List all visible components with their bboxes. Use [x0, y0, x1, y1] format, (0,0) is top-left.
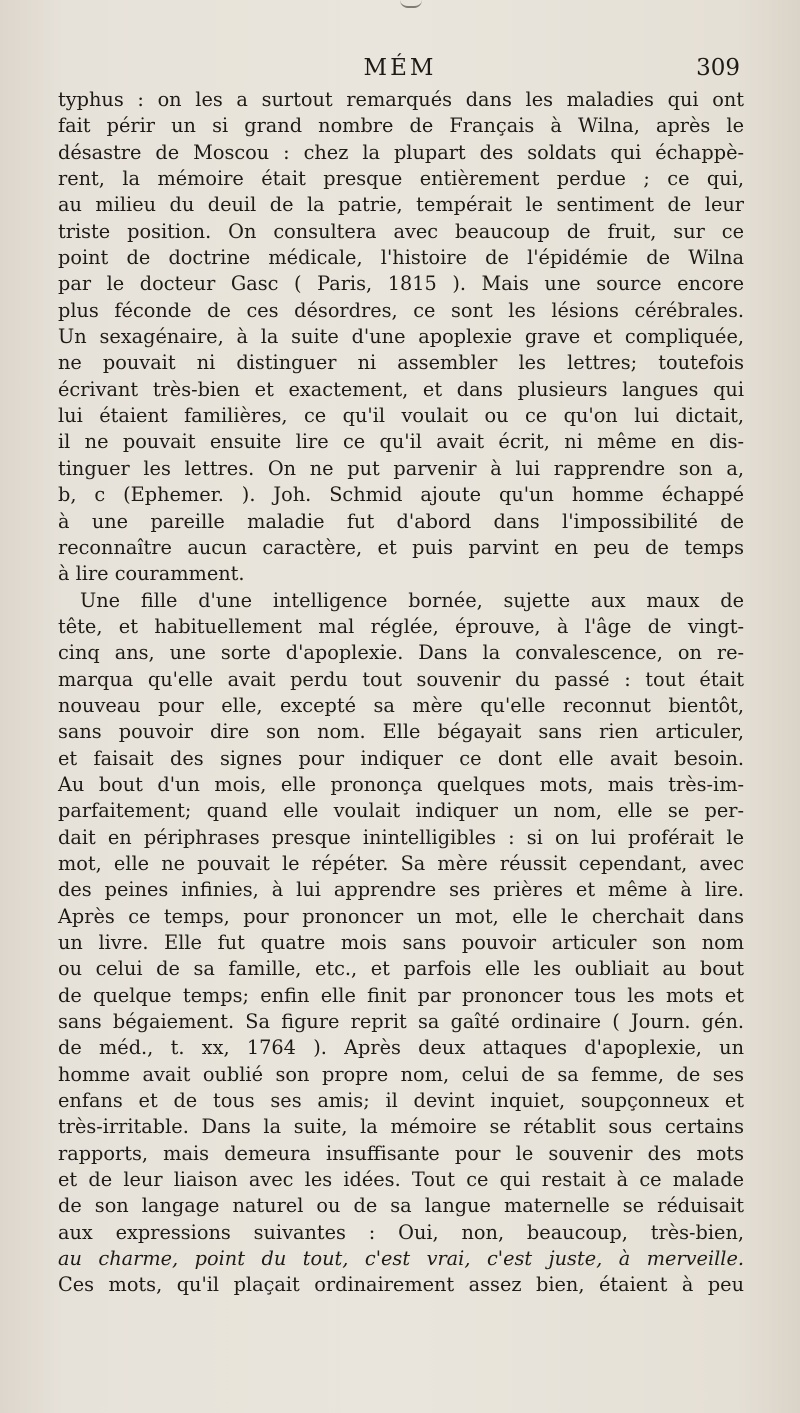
- text-line: ou celui de sa famille, etc., et parfois elle les oubliait au bout: [58, 957, 744, 981]
- body-text: [58, 87, 744, 1299]
- text-line: au charme, point du tout, c'est vrai, c'est juste, à merveille.: [58, 1247, 744, 1271]
- text-line: reconnaître aucun caractère, et puis parvint en peu de temps: [58, 535, 744, 559]
- text-line: homme avait oublié son propre nom, celui de sa femme, de ses: [58, 1062, 744, 1086]
- page-number: 309: [696, 55, 740, 81]
- text-line: aux expressions suivantes : Oui, non, beaucoup, très-bien,: [58, 1220, 744, 1244]
- text-line: typhus : on les a surtout remarqués dans les maladies qui ont: [58, 88, 744, 111]
- text-line: Après ce temps, pour prononcer un mot, elle le cherchait dans: [58, 904, 744, 928]
- text-line: à lire couramment.: [58, 562, 245, 586]
- text-line: triste position. On consultera avec beaucoup de fruit, sur ce: [58, 219, 744, 243]
- running-head: MÉM: [363, 55, 437, 81]
- text-line: un livre. Elle fut quatre mois sans pouvoir articuler son nom: [58, 931, 744, 954]
- text-line: lui étaient familières, ce qu'il voulait ou ce qu'on lui dictait,: [58, 404, 744, 428]
- text-line: et faisait des signes pour indiquer ce dont elle avait besoin.: [58, 746, 744, 770]
- text-line: sans pouvoir dire son nom. Elle bégayait sans rien articuler,: [58, 720, 744, 744]
- text-line: nouveau pour elle, excepté sa mère qu'elle reconnut bientôt,: [58, 693, 744, 717]
- text-line: de quelque temps; enfin elle finit par prononcer tous les mots et: [58, 983, 744, 1007]
- text-line: tinguer les lettres. On ne put parvenir à lui rapprendre son a,: [58, 456, 744, 480]
- text-line: mot, elle ne pouvait le répéter. Sa mère réussit cependant, avec: [58, 851, 744, 875]
- text-line: plus féconde de ces désordres, ce sont les lésions cérébrales.: [58, 298, 744, 322]
- text-line: écrivant très-bien et exactement, et dans plusieurs langues qui: [58, 377, 744, 401]
- text-line: par le docteur Gasc ( Paris, 1815 ). Mais une source encore: [58, 272, 744, 296]
- text-line: marqua qu'elle avait perdu tout souvenir du passé : tout était: [58, 667, 744, 691]
- text-line: cinq ans, une sorte d'apoplexie. Dans la convalescence, on re-: [58, 641, 744, 665]
- page-top-mark: [400, 0, 422, 8]
- text-line: désastre de Moscou : chez la plupart des soldats qui échappè-: [58, 140, 744, 164]
- text-line: des peines infinies, à lui apprendre ses prières et même à lire.: [58, 878, 744, 902]
- text-line: parfaitement; quand elle voulait indiquer un nom, elle se per-: [58, 799, 744, 823]
- text-line: de son langage naturel ou de sa langue maternelle se réduisait: [58, 1194, 744, 1218]
- text-line: dait en périphrases presque inintelligibles : si on lui proférait le: [58, 825, 744, 849]
- text-line: point de doctrine médicale, l'histoire de l'épidémie de Wilna: [58, 246, 744, 270]
- text-line: à une pareille maladie fut d'abord dans l'impossibilité de: [58, 509, 744, 533]
- text-line: de méd., t. xx, 1764 ). Après deux attaques d'apoplexie, un: [58, 1036, 744, 1060]
- text-line: b, c (Ephemer. ). Joh. Schmid ajoute qu'un homme échappé: [58, 483, 744, 507]
- text-line: Au bout d'un mois, elle prononça quelques mots, mais très-im-: [58, 772, 744, 796]
- text-line: très-irritable. Dans la suite, la mémoire se rétablit sous certains: [58, 1115, 744, 1139]
- text-line: il ne pouvait ensuite lire ce qu'il avait écrit, ni même en dis-: [58, 430, 744, 454]
- text-line: fait périr un si grand nombre de Français à Wilna, après le: [58, 114, 744, 138]
- text-line: tête, et habituellement mal réglée, éprouve, à l'âge de vingt-: [58, 614, 744, 638]
- text-line: rent, la mémoire était presque entièrement perdue ; ce qui,: [58, 167, 744, 191]
- text-line: rapports, mais demeura insuffisante pour le souvenir des mots: [58, 1141, 744, 1165]
- text-line: sans bégaiement. Sa figure reprit sa gaîté ordinaire ( Journ. gén.: [58, 1010, 744, 1034]
- text-line: Un sexagénaire, à la suite d'une apoplexie grave et compliquée,: [58, 325, 744, 349]
- page-header: [60, 55, 740, 87]
- text-line: et de leur liaison avec les idées. Tout ce qui restait à ce malade: [58, 1168, 744, 1192]
- text-line: Une fille d'une intelligence bornée, sujette aux maux de: [80, 588, 744, 612]
- text-line: Ces mots, qu'il plaçait ordinairement assez bien, étaient à peu: [58, 1273, 744, 1297]
- text-line: au milieu du deuil de la patrie, tempérait le sentiment de leur: [58, 193, 744, 217]
- text-line: ne pouvait ni distinguer ni assembler les lettres; toutefois: [58, 351, 744, 375]
- text-line: enfans et de tous ses amis; il devint inquiet, soupçonneux et: [58, 1089, 744, 1113]
